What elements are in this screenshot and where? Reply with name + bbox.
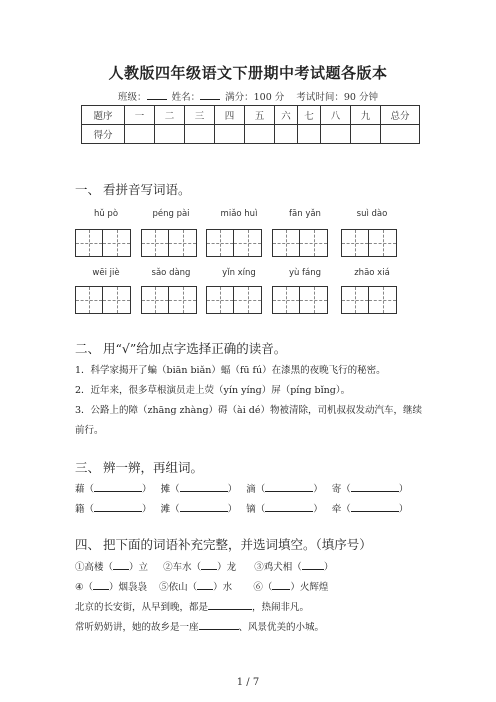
answer-blank[interactable] [351, 501, 399, 512]
char-label: 滴（ [246, 484, 266, 495]
idiom-end: ） [323, 562, 334, 573]
char-box-pair[interactable] [272, 286, 328, 314]
sentence-part: ，热闹非凡。 [252, 602, 310, 613]
char-box-pair[interactable] [141, 229, 197, 257]
answer-blank[interactable] [94, 501, 142, 512]
score-cell[interactable] [275, 125, 298, 144]
idiom-row-2 [75, 579, 328, 593]
header-cell: 题序 [82, 106, 125, 125]
idiom-end: ）火辉煌 [290, 582, 329, 593]
section3-num: 三、 [75, 460, 101, 475]
char-box-pair[interactable] [341, 286, 397, 314]
score-cell[interactable] [125, 125, 155, 144]
paren-close: ） [313, 484, 323, 495]
section3-heading [75, 458, 203, 476]
paren-close: ） [398, 504, 409, 515]
fill-sentence-2 [75, 619, 324, 633]
question-line: 2．近年来，很多草根演员走上荧（yín yíng）屏（píng bǐng）。 [75, 385, 351, 396]
char-label: 镝（ [246, 504, 266, 515]
idiom-end: ）立 [129, 562, 149, 573]
score-header-row [82, 106, 420, 125]
sentence-part: 常听奶奶讲，她的故乡是一座 [75, 622, 199, 633]
header-cell: 七 [298, 106, 321, 125]
answer-blank[interactable] [351, 481, 399, 492]
fill-sentence-1 [75, 599, 309, 613]
answer-blank[interactable] [265, 481, 313, 492]
char-label: 籍（ [75, 504, 95, 515]
word-row-1 [75, 481, 408, 495]
name-label: 姓名： [171, 92, 201, 103]
idiom-start: ⑥（ [253, 582, 273, 593]
answer-blank[interactable] [208, 599, 252, 610]
section4-num: 四、 [75, 537, 101, 552]
answer-blank[interactable] [197, 579, 213, 590]
idiom-start: ①高楼（ [75, 562, 114, 573]
paren-close: ） [227, 484, 238, 495]
score-cell[interactable] [245, 125, 275, 144]
word-row-2 [75, 501, 408, 515]
score-row [82, 125, 420, 144]
pinyin-label: miǎo huì [220, 209, 258, 219]
section4-title: 把下面的词语补充完整，并选词填空。（填序号） [103, 537, 372, 552]
paren-close: ） [142, 484, 152, 495]
score-row-label: 得分 [82, 125, 125, 144]
pinyin-label: yù fáng [288, 268, 322, 278]
answer-blank[interactable] [302, 559, 324, 570]
pinyin-label: sǎo dàng [151, 268, 191, 278]
score-table [81, 105, 420, 144]
paren-close: ） [313, 504, 323, 515]
header-cell: 九 [351, 106, 381, 125]
pinyin-label: hǔ pò [93, 209, 119, 219]
header-cell: 四 [215, 106, 245, 125]
header-cell: 三 [185, 106, 215, 125]
section2-title: 用“√”给加点字选择正确的读音。 [103, 341, 287, 356]
idiom-end: ）水 [213, 582, 233, 593]
answer-blank[interactable] [180, 501, 228, 512]
score-cell[interactable] [381, 125, 420, 144]
char-label: 牵（ [331, 504, 351, 515]
paren-close: ） [398, 484, 409, 495]
answer-blank[interactable] [201, 559, 217, 570]
pinyin-label: wēi jiè [92, 268, 120, 278]
page-number: 1 / 7 [236, 677, 260, 688]
header-cell: 一 [125, 106, 155, 125]
idiom-row-1 [75, 559, 333, 573]
exam-time: 考试时间：90 分钟 [296, 92, 378, 103]
section2-heading [75, 339, 286, 357]
exam-info [0, 89, 496, 103]
score-cell[interactable] [185, 125, 215, 144]
char-label: 藉（ [75, 484, 95, 495]
char-box-pair[interactable] [141, 286, 197, 314]
header-cell: 八 [321, 106, 351, 125]
pinyin-label: fān yǎn [289, 209, 321, 219]
pinyin-label: péng pài [152, 209, 190, 219]
question-line: 3．公路上的障（zhāng zhàng）碍（ài dé）物被清除，司机叔叔发动汽车，继续 [75, 405, 422, 416]
score-cell[interactable] [155, 125, 185, 144]
score-cell[interactable] [351, 125, 381, 144]
paren-close: ） [227, 504, 238, 515]
score-cell[interactable] [321, 125, 351, 144]
char-label: 寄（ [331, 484, 351, 495]
char-box-pair[interactable] [272, 229, 328, 257]
idiom-end: ）烟袅袅 [109, 582, 148, 593]
char-box-pair[interactable] [341, 229, 397, 257]
answer-blank[interactable] [93, 579, 109, 590]
sentence-part: 北京的长安街，从早到晚，都是 [75, 602, 209, 613]
idiom-start: ③鸡犬相（ [254, 562, 302, 573]
question-line: 1．科学家揭开了蝙（biān biǎn）蝠（fū fú）在漆黑的夜晚飞行的秘密。 [75, 365, 386, 376]
idiom-start: ⑤依山（ [159, 582, 198, 593]
char-label: 滩（ [160, 504, 180, 515]
section1-title: 看拼音写词语。 [103, 182, 191, 197]
answer-blank[interactable] [199, 619, 239, 630]
answer-blank[interactable] [265, 501, 313, 512]
page-title: 人教版四年级语文下册期中考试题各版本 [108, 64, 388, 82]
full-score: 满分：100 分 [225, 92, 285, 103]
answer-blank[interactable] [180, 481, 228, 492]
name-blank[interactable] [200, 90, 220, 100]
pinyin-label: suì dào [356, 209, 388, 219]
answer-blank[interactable] [94, 481, 142, 492]
char-box-pair[interactable] [206, 229, 262, 257]
idiom-start: ④（ [75, 582, 94, 593]
char-label: 摊（ [160, 484, 180, 495]
class-blank[interactable] [147, 90, 167, 100]
idiom-start: ②车水（ [163, 562, 202, 573]
question-line: 前行。 [75, 425, 104, 436]
header-cell: 六 [275, 106, 298, 125]
score-cell[interactable] [215, 125, 245, 144]
section3-title: 辨一辨，再组词。 [103, 460, 204, 475]
char-box-pair[interactable] [206, 286, 262, 314]
paren-close: ） [142, 504, 152, 515]
sentence-part: 、风景优美的小城。 [238, 622, 325, 633]
char-box-pair[interactable] [75, 229, 131, 257]
answer-blank[interactable] [113, 559, 129, 570]
pinyin-label: yǐn xíng [222, 268, 256, 278]
section1-heading [75, 180, 191, 198]
header-cell: 五 [245, 106, 275, 125]
score-cell[interactable] [298, 125, 321, 144]
class-label: 班级： [118, 92, 147, 103]
header-cell: 二 [155, 106, 185, 125]
answer-blank[interactable] [272, 579, 290, 590]
section2-num: 二、 [75, 341, 101, 356]
section1-num: 一、 [75, 182, 101, 197]
char-box-pair[interactable] [75, 286, 131, 314]
header-cell: 总分 [381, 106, 420, 125]
section4-heading [75, 535, 372, 553]
idiom-end: ）龙 [217, 562, 237, 573]
pinyin-label: zhāo xiá [354, 268, 390, 278]
